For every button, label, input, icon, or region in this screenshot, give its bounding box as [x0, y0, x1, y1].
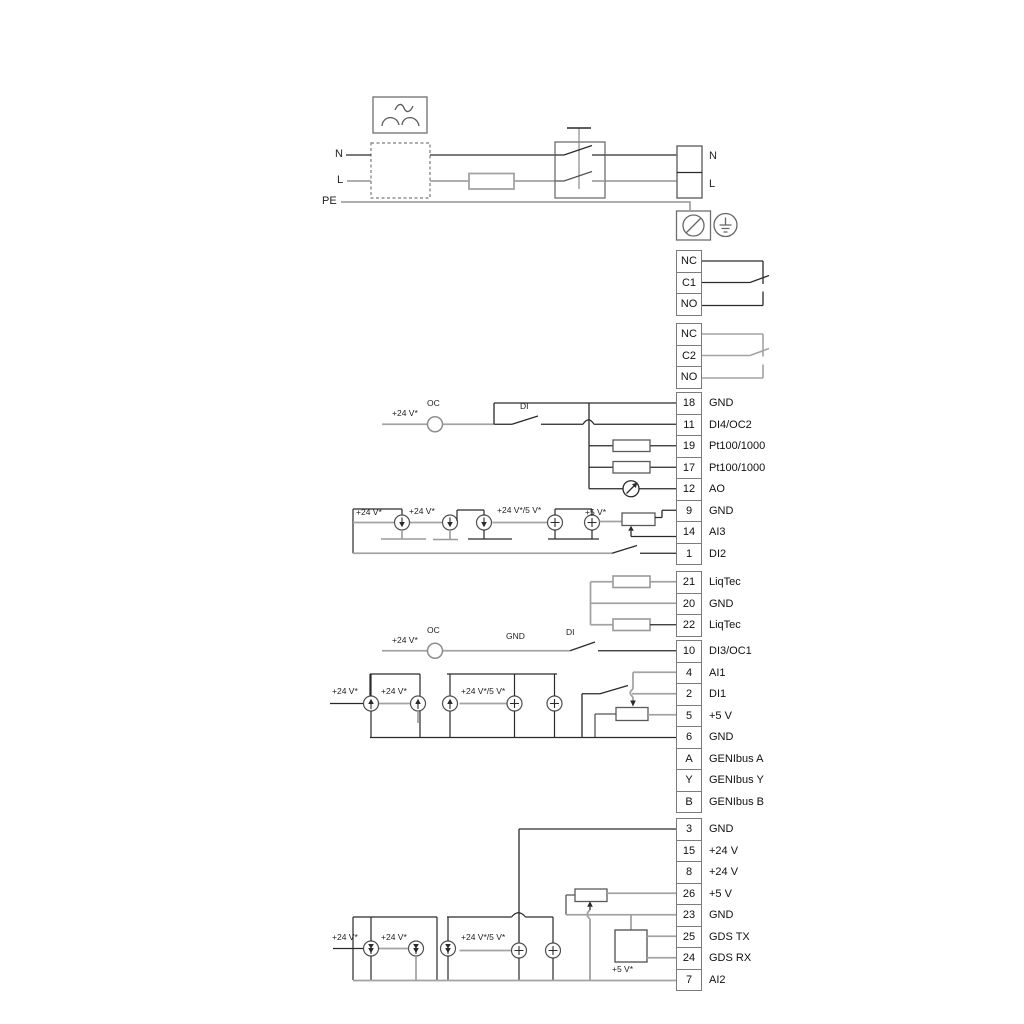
ai3-24v-label-b: +24 V* [409, 506, 435, 516]
terminal-box: B [676, 791, 702, 814]
ai2-24v-label-b: +24 V* [381, 932, 407, 942]
terminal-label: Pt100/1000 [709, 461, 766, 474]
terminal-box: 8 [676, 861, 702, 884]
terminal-box: 11 [676, 414, 702, 437]
current-source-icon [395, 515, 492, 530]
terminal-label: +5 V [709, 887, 732, 900]
terminal-box: 14 [676, 521, 702, 544]
terminal-box: C2 [676, 345, 702, 368]
terminal-label: AI2 [709, 973, 726, 986]
ai2-24v-label-a: +24 V* [332, 932, 358, 942]
liqtec-section [591, 576, 677, 631]
resistor-liqtec-21 [613, 576, 650, 588]
terminal-label: DI2 [709, 547, 727, 560]
di3-24v-label: +24 V* [392, 635, 418, 645]
oc2-open-collector-icon [428, 417, 443, 432]
terminal-box: 15 [676, 840, 702, 863]
pe-screw-terminal [677, 211, 711, 240]
di3-circuit [382, 642, 676, 658]
di2-switch [612, 546, 676, 554]
gds-sensor-box [615, 930, 647, 962]
ai2-section [333, 829, 676, 981]
ai2-24v-5v-label: +24 V*/5 V* [461, 932, 506, 942]
ai1-24v-label-b: +24 V* [381, 686, 407, 696]
fuse-symbol [469, 174, 514, 190]
n-label-left: N [335, 148, 343, 160]
terminal-box: 26 [676, 883, 702, 906]
terminal-label: +5 V [709, 709, 732, 722]
terminal-box: 9 [676, 500, 702, 523]
gnd3-wire [519, 829, 676, 943]
mains-switch [555, 128, 605, 198]
ai3-5v-label: +5 V* [585, 507, 607, 517]
terminal-label: DI1 [709, 688, 727, 701]
relay-2-contact [702, 334, 769, 378]
terminal-box: 24 [676, 947, 702, 970]
terminal-box: 4 [676, 662, 702, 685]
di4-oc-label: OC [427, 398, 440, 408]
terminal-label: LiqTec [709, 576, 741, 589]
terminal-label: GENIbus A [709, 752, 764, 765]
di3-switch [570, 642, 676, 651]
pt100-resistors [589, 440, 676, 473]
current-source-icon [364, 941, 456, 956]
di3-oc-label: OC [427, 625, 440, 635]
terminal-label: +24 V [709, 844, 739, 857]
terminal-label: GENIbus B [709, 795, 765, 808]
di3-gnd-label: GND [506, 631, 525, 641]
input-filter-box-dashed [371, 143, 430, 198]
terminal-label: GND [709, 823, 734, 836]
terminal-label: GND [709, 597, 734, 610]
terminal-box: 18 [676, 392, 702, 415]
ai3-24v-5v-label: +24 V*/5 V* [497, 505, 542, 515]
terminal-label: GDS RX [709, 952, 752, 965]
terminal-box: 5 [676, 705, 702, 728]
terminal-label: GND [709, 731, 734, 744]
analog-output-meter-icon [589, 481, 676, 497]
terminal-label: AI1 [709, 666, 726, 679]
ai3-section [353, 506, 676, 553]
terminal-box: NC [676, 250, 702, 273]
terminal-label: GENIbus Y [709, 774, 764, 787]
terminal-box: A [676, 748, 702, 771]
terminal-box: NO [676, 366, 702, 389]
earth-ground-icon [714, 214, 737, 237]
relay-1-contact [702, 261, 769, 306]
terminal-label: AI3 [709, 526, 726, 539]
terminal-box: 12 [676, 478, 702, 501]
terminal-label: Pt100/1000 [709, 440, 766, 453]
terminal-box: C1 [676, 272, 702, 295]
terminal-box: 10 [676, 640, 702, 663]
terminal-box: 7 [676, 969, 702, 992]
ai1-24v-label-a: +24 V* [332, 686, 358, 696]
terminal-label: DI4/OC2 [709, 418, 752, 431]
pe-wire [341, 202, 690, 210]
terminal-box: 25 [676, 926, 702, 949]
di4-di-label: DI [520, 401, 529, 411]
terminal-box: 2 [676, 683, 702, 706]
potentiometer-ai2 [575, 889, 607, 902]
terminal-label: DI3/OC1 [709, 645, 752, 658]
potentiometer-ai3 [622, 513, 655, 526]
di3-di-label: DI [566, 627, 575, 637]
terminal-box: 21 [676, 571, 702, 594]
terminal-box: 19 [676, 435, 702, 458]
terminal-box: 3 [676, 818, 702, 841]
terminal-label: +24 V [709, 866, 739, 879]
resistor-pt100-17 [613, 462, 650, 474]
terminal-box: 1 [676, 543, 702, 566]
ai1-24v-5v-label: +24 V*/5 V* [461, 686, 506, 696]
terminal-label: GDS TX [709, 930, 750, 943]
terminal-box: NC [676, 323, 702, 346]
terminal-box: 17 [676, 457, 702, 480]
terminal-box: 20 [676, 593, 702, 616]
mains-supply-icon [373, 97, 427, 133]
di4-24v-label: +24 V* [392, 408, 418, 418]
resistor-liqtec-22 [613, 619, 650, 631]
mains-terminal-block [677, 146, 702, 198]
l-label-right: L [709, 178, 716, 190]
current-source-icon [364, 696, 458, 711]
l-label-left: L [337, 174, 344, 186]
ai1-section [330, 672, 676, 917]
resistor-pt100-19 [613, 440, 650, 452]
gds-5v-label: +5 V* [612, 964, 634, 974]
ai3-24v-label-a: +24 V* [356, 507, 382, 517]
terminal-label: GND [709, 909, 734, 922]
potentiometer-ai1 [616, 708, 648, 721]
n-label-right: N [709, 150, 717, 162]
terminal-box: 23 [676, 904, 702, 927]
terminal-label: GND [709, 397, 734, 410]
terminal-box: NO [676, 293, 702, 316]
pe-label: PE [322, 195, 337, 207]
terminal-box: 22 [676, 614, 702, 637]
oc1-open-collector-icon [428, 643, 443, 658]
terminal-label: AO [709, 483, 725, 496]
gnd23-wire [566, 915, 676, 930]
terminal-label: LiqTec [709, 619, 741, 632]
di4-switch [494, 416, 538, 424]
terminal-box: Y [676, 769, 702, 792]
terminal-box: 6 [676, 726, 702, 749]
terminal-label: GND [709, 504, 734, 517]
